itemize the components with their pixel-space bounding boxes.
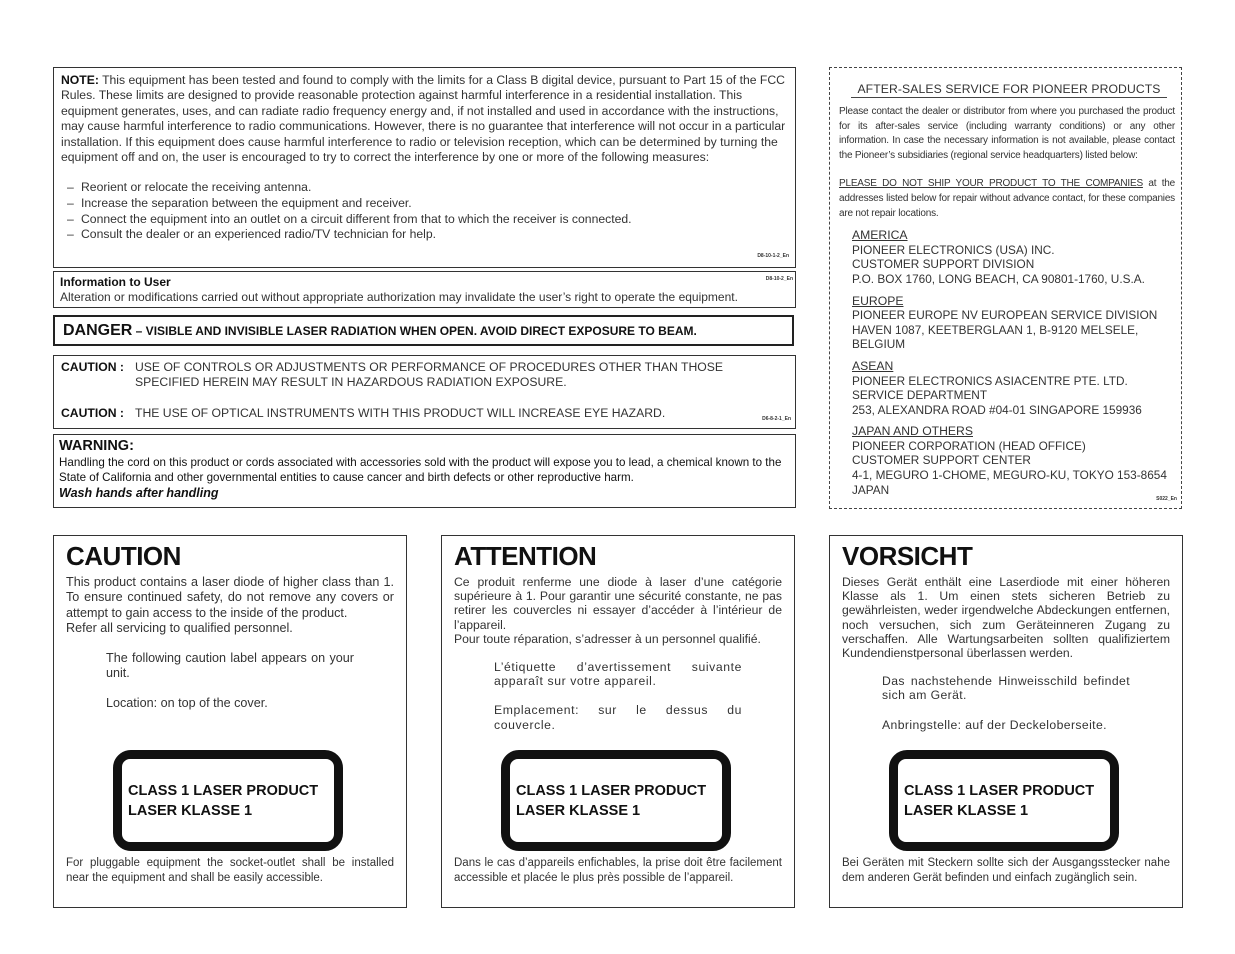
- body-text: Ce produit renferme une diode à laser d’une catégorie supérieure à 1. Pour garantir une sécurité constante, ne pas retirer les couvercles ni essayer d’accéder à l’intérieur de l’appareil.: [454, 575, 782, 632]
- body-text: Refer all servicing to qualified personnel.: [66, 621, 293, 636]
- column-footer: For pluggable equipment the socket-outlet shall be installed near the equipment and shall be easily accessible.: [66, 857, 394, 884]
- after-sales-box: [829, 67, 1182, 509]
- region-name: ASEAN: [852, 358, 894, 373]
- do-not-ship-rest: at the addresses listed below for repair without advance contact, for these companies are not repair locations.: [839, 178, 1175, 219]
- region-asean: [852, 359, 1175, 417]
- laser-label-line: CLASS 1 LASER PRODUCT: [128, 783, 319, 799]
- address-line: 253, ALEXANDRA ROAD #04-01 SINGAPORE 159936: [852, 402, 1142, 417]
- caution-column-english: [53, 535, 407, 908]
- laser-label-inner: [898, 759, 1110, 842]
- laser-label-line: LASER KLASSE 1: [904, 803, 1029, 819]
- list-item: – Consult the dealer or an experienced radio/TV technician for help.: [61, 227, 788, 243]
- caution-text: THE USE OF OPTICAL INSTRUMENTS WITH THIS PRODUCT WILL INCREASE EYE HAZARD.: [135, 406, 666, 420]
- laser-label-line: CLASS 1 LASER PRODUCT: [904, 783, 1095, 799]
- caution-label: CAUTION :: [61, 406, 124, 420]
- warning-heading: WARNING:: [59, 438, 134, 454]
- list-item: – Reorient or relocate the receiving antenna.: [61, 180, 788, 196]
- column-heading: CAUTION: [66, 541, 181, 571]
- document-code: D6-8-2-1_En: [762, 416, 791, 422]
- laser-class-label: [113, 750, 343, 851]
- after-sales-paragraph: [839, 177, 1175, 221]
- address-line: CUSTOMER SUPPORT CENTER: [852, 453, 1031, 468]
- address-line: PIONEER ELECTRONICS ASIACENTRE PTE. LTD.: [852, 373, 1128, 388]
- region-europe: [852, 294, 1175, 352]
- caution-column-french: [441, 535, 795, 908]
- label-location: Emplacement: sur le dessus du couvercle.: [494, 703, 742, 732]
- body-text: This product contains a laser diode of higher class than 1. To ensure continued safety, do not remove any covers or attempt to gain access to the inside of the product.: [66, 575, 394, 620]
- danger-box: [53, 315, 794, 346]
- body-text: Pour toute réparation, s’adresser à un personnel qualifié.: [454, 631, 761, 646]
- laser-label-line: CLASS 1 LASER PRODUCT: [516, 783, 707, 799]
- note-label: NOTE:: [61, 73, 99, 87]
- address-line: CUSTOMER SUPPORT DIVISION: [852, 257, 1035, 272]
- info-text: Alteration or modifications carried out without appropriate authorization may invalidate the user’s right to operate the equipment.: [60, 290, 738, 304]
- laser-label-line: LASER KLASSE 1: [128, 803, 253, 819]
- column-footer: Dans le cas d’appareils enfichables, la prise doit être facilement accessible et placée le plus près possible de l’appareil.: [454, 857, 782, 884]
- warning-emphasis: Wash hands after handling: [59, 486, 219, 500]
- address-line: PIONEER CORPORATION (HEAD OFFICE): [852, 438, 1086, 453]
- label-location: Location: on top of the cover.: [106, 696, 268, 711]
- note-text: This equipment has been tested and found to comply with the limits for a Class B digital device, pursuant to Part 15 of the FCC Rules. These limits are designed to provide reasonable protection against harmful interference in a residential installation. This equipment generates, uses, and can radiate radio frequency energy and, if not installed and used in accordance with the instructions, may cause harmful interference to radio communications. However, there is no guarantee that interference will not occur in a particular installation. If this equipment does cause harmful interference to radio or television reception, which can be determined by turning the equipment off and on, the user is encouraged to try to correct the interference by one or more of the following measures:: [61, 73, 786, 165]
- document-code: S022_En: [1156, 496, 1177, 502]
- measures-list: [61, 180, 788, 242]
- caution-radiation-box: [53, 355, 796, 429]
- list-item: – Increase the separation between the equipment and receiver.: [61, 196, 788, 212]
- laser-label-inner: [122, 759, 334, 842]
- caution-text: USE OF CONTROLS OR ADJUSTMENTS OR PERFORMANCE OF PROCEDURES OTHER THAN THOSE SPECIFIED HEREIN MAY RESULT IN HAZARDOUS RADIATION EXPOSURE.: [135, 360, 723, 389]
- region-america: [852, 228, 1175, 286]
- label-location: Anbringstelle: auf der Deckeloberseite.: [882, 717, 1107, 732]
- after-sales-title: AFTER-SALES SERVICE FOR PIONEER PRODUCTS: [851, 82, 1167, 98]
- label-notice: L’étiquette d’avertissement suivante apparaît sur votre appareil.: [494, 660, 742, 689]
- fcc-note-box: [53, 67, 796, 268]
- laser-label-line: LASER KLASSE 1: [516, 803, 641, 819]
- address-line: P.O. BOX 1760, LONG BEACH, CA 90801-1760, U.S.A.: [852, 271, 1145, 286]
- caution-label: CAUTION :: [61, 360, 124, 374]
- caution-row: [61, 406, 788, 421]
- address-line: 4-1, MEGURO 1-CHOME, MEGURO-KU, TOKYO 153-8654: [852, 468, 1167, 483]
- label-notice: The following caution label appears on your unit.: [106, 650, 354, 681]
- address-line: PIONEER ELECTRONICS (USA) INC.: [852, 242, 1055, 257]
- column-body: Dieses Gerät enthält eine Laserdiode mit einer höheren Klasse als 1. Um einen stets sicheren Betrieb zu gewährleisten, weder irgendwelche Abdeckungen entfernen, noch versuchen, sich zum Geräteinneren Zugang zu verschaffen. Alle Wartungsarbeiten sollten qualifiziertem Kundendienstpersonal überlassen werden.: [842, 575, 1170, 661]
- warning-box: [53, 434, 796, 508]
- caution-column-german: [829, 535, 1183, 908]
- warning-text: Handling the cord on this product or cords associated with accessories sold with the product will expose you to lead, a chemical known to the State of California and other governmental entities to cause cancer and birth defects or other reproductive harm.: [59, 456, 782, 484]
- region-name: EUROPE: [852, 293, 904, 308]
- region-name: JAPAN AND OTHERS: [852, 424, 973, 439]
- address-line: JAPAN: [852, 482, 890, 497]
- caution-row: [61, 360, 788, 390]
- document-code: D8-10-2_En: [765, 276, 793, 282]
- label-notice: Das nachstehende Hinweisschild befindet sich am Gerät.: [882, 674, 1130, 703]
- column-heading: ATTENTION: [454, 541, 597, 571]
- address-line: BELGIUM: [852, 337, 906, 352]
- column-body: [454, 575, 782, 646]
- laser-class-label: [889, 750, 1119, 851]
- region-name: AMERICA: [852, 228, 908, 243]
- address-line: HAVEN 1087, KEETBERGLAAN 1, B-9120 MELSELE,: [852, 322, 1139, 337]
- info-heading: Information to User: [60, 275, 171, 289]
- after-sales-paragraph: Please contact the dealer or distributor from where you purchased the product for its after-sales service (including warranty conditions) or any other information. In case the necessary information is not available, please contact the Pioneer’s subsidiaries (regional service headquarters) listed below:: [839, 106, 1175, 161]
- info-to-user-box: [53, 271, 796, 308]
- danger-word: DANGER: [63, 322, 133, 339]
- document-code: D8-10-1-2_En: [757, 253, 789, 259]
- address-line: SERVICE DEPARTMENT: [852, 388, 988, 403]
- column-body: [66, 575, 394, 637]
- address-line: PIONEER EUROPE NV EUROPEAN SERVICE DIVISION: [852, 308, 1158, 323]
- fcc-note-paragraph: [61, 73, 788, 165]
- list-item: – Connect the equipment into an outlet on a circuit different from that to which the receiver is connected.: [61, 212, 788, 228]
- column-footer: Bei Geräten mit Steckern sollte sich der Ausgangsstecker nahe dem anderen Gerät befinden und einfach zugänglich sein.: [842, 857, 1170, 884]
- laser-label-inner: [510, 759, 722, 842]
- region-japan: [852, 424, 1175, 497]
- column-heading: VORSICHT: [842, 541, 973, 571]
- danger-text: – VISIBLE AND INVISIBLE LASER RADIATION WHEN OPEN. AVOID DIRECT EXPOSURE TO BEAM.: [132, 324, 697, 338]
- laser-class-label: [501, 750, 731, 851]
- do-not-ship-notice: PLEASE DO NOT SHIP YOUR PRODUCT TO THE COMPANIES: [839, 178, 1143, 190]
